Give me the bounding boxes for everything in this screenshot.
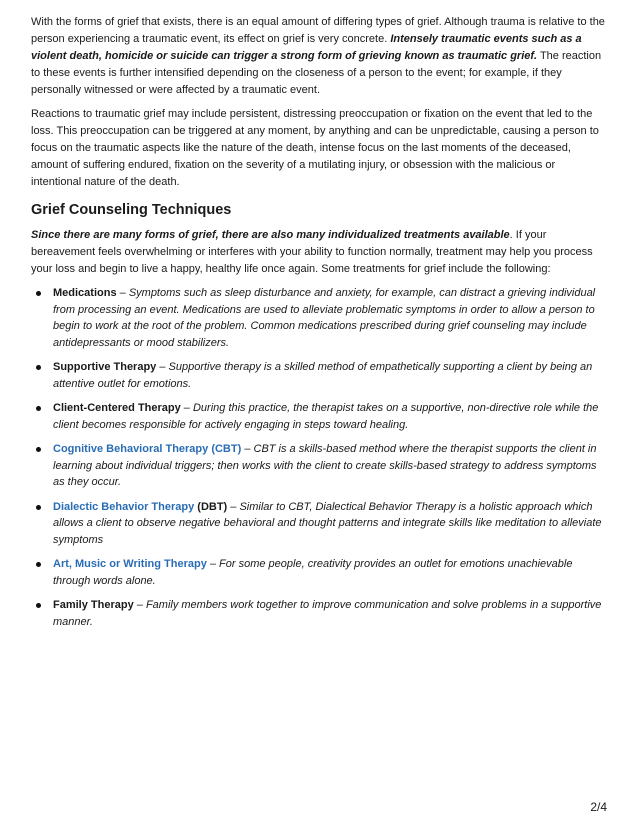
item-description: During this practice, the therapist takes on a supportive, non-directive role while the client becomes responsible for actively engaging in steps toward healing. (53, 402, 599, 431)
item-description: Symptoms such as sleep disturbance and anxiety, for example, can distract a grieving individual from processing an event. Medications are used to alleviate problematic symptoms in order to allow a person to begin to work at the root of the problem. Common medications prescribed during grief counseling may include antidepressants or mood stabilizers. (53, 287, 596, 349)
item-term: Client-Centered Therapy (53, 402, 181, 414)
item-separator: – (156, 361, 169, 373)
intro-p1-emphasis: Intensely traumatic events such as a violent death, homicide or suicide can trigger a strong form of grieving known as traumatic grief. (31, 33, 582, 62)
intro-p1-rest: The reaction to these events is further intensified depending on the closeness of a person to the event; for example, if they personally witnessed or were affected by a traumatic event. (31, 50, 602, 96)
item-description: Supportive therapy is a skilled method of empathetically supporting a client by being an attentive outlet for emotions. (53, 361, 593, 390)
cbt-link[interactable]: Cognitive Behavioral Therapy (CBT) (53, 443, 242, 455)
bullet-icon (36, 365, 41, 370)
item-description: CBT is a skills-based method where the therapist supports the client in learning about individual triggers; then works with the client to create skills-based strategy to address symptoms as they occur. (53, 443, 597, 488)
item-separator: – (133, 599, 146, 611)
item-term: Medications (53, 287, 117, 299)
item-separator: – (116, 287, 129, 299)
dbt-link[interactable]: Dialectic Behavior Therapy (53, 500, 195, 513)
intro-paragraph-1 (31, 14, 607, 99)
item-term-suffix: (DBT) (194, 500, 228, 513)
bullet-icon (36, 505, 41, 510)
document-page (31, 14, 607, 638)
list-item-dbt (31, 499, 607, 549)
item-description: Family members work together to improve communication and solve problems in a supportive manner. (53, 599, 602, 628)
bullet-icon (36, 603, 41, 608)
list-item-family-therapy (31, 597, 607, 630)
bullet-icon (36, 447, 41, 452)
list-item-cbt (31, 441, 607, 491)
intro-p1-text: With the forms of grief that exists, there is an equal amount of differing types of grief. Although trauma is relative to the person experiencing a traumatic event, its effect on grief is very concrete. (31, 16, 605, 45)
bullet-icon (36, 406, 41, 411)
item-description: Similar to CBT, Dialectical Behavior Therapy is a holistic approach which allows a client to observe negative behavioral and thought patterns and integrate skills like meditation to alleviate symptoms (53, 500, 602, 546)
item-separator: – (227, 500, 240, 513)
list-item-client-centered-therapy (31, 400, 607, 433)
item-term: Supportive Therapy (53, 361, 157, 373)
page-number: 2/4 (590, 800, 607, 814)
item-separator: – (241, 443, 254, 455)
bullet-icon (36, 562, 41, 567)
list-item-supportive-therapy (31, 359, 607, 392)
intro-paragraph-2: Reactions to traumatic grief may include persistent, distressing preoccupation or fixation on the event that led to the loss. This preoccupation can be triggered at any moment, by anything and can be unpredictable, causing a person to focus on the traumatic aspects like the nature of the death, intense focus on the last moments of the deceased, amount of suffering endured, fixation on the severity of a mutilating injury, or obsession with the malicious or intentional nature of the death. (31, 108, 599, 188)
item-description: For some people, creativity provides an outlet for emotions unachievable through words alone. (53, 558, 573, 587)
item-separator: – (206, 558, 220, 570)
item-separator: – (180, 402, 193, 414)
bullet-icon (36, 291, 41, 296)
list-item-art-music-writing (31, 556, 607, 589)
art-music-writing-link[interactable]: Art, Music or Writing Therapy (53, 558, 207, 570)
section-lead-paragraph (31, 227, 607, 278)
treatment-list (31, 285, 607, 630)
section-lead-text: . If your bereavement feels overwhelming or interferes with your ability to function normally, treatment may help you process your loss and begin to live a happy, healthy life once again. Some treatments for grief include the following: (31, 229, 593, 275)
item-term: Family Therapy (53, 599, 134, 611)
list-item-medications (31, 285, 607, 351)
section-lead-emphasis: Since there are many forms of grief, there are also many individualized treatments available (31, 229, 510, 241)
section-heading: Grief Counseling Techniques (31, 202, 232, 218)
